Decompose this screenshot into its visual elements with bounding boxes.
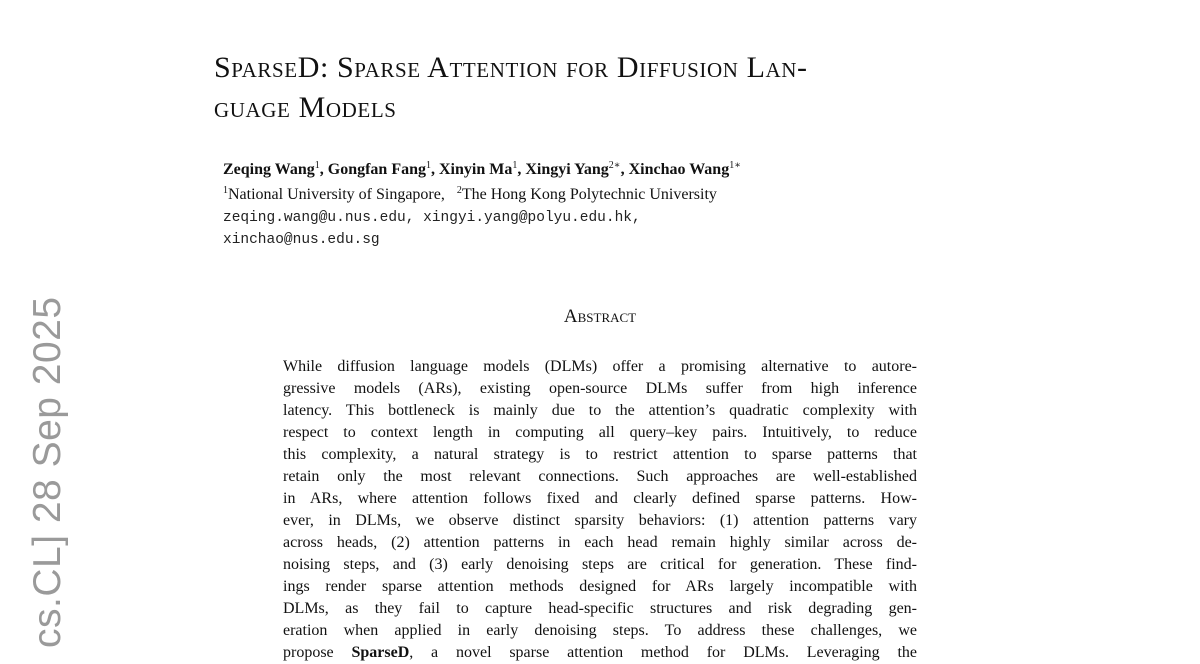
affiliation-mark: 2 (456, 185, 462, 196)
author-affiliation-mark: 1∗ (729, 160, 741, 171)
author-list: Zeqing Wang$^1$, Gongfan Fang$^1$, Xinyin Ma$^1$, Xingyi Yang$^{2∗}$, Xinchao Wang$^{1∗}$ (223, 160, 741, 178)
author-affiliation-mark: 1 (314, 160, 320, 171)
abstract-line: While diffusion language models (DLMs) offer a promising alternative to autore- (283, 358, 917, 375)
affiliation-name: The Hong Kong Polytechnic University (461, 186, 717, 203)
abstract-line: gressive models (ARs), existing open-source DLMs suffer from high inference (283, 380, 917, 397)
abstract-line: noising steps, and (3) early denoising steps are critical for generation. These find- (283, 556, 917, 573)
abstract-line: ings render sparse attention methods designed for ARs largely incompatible with (283, 578, 917, 595)
affiliations (223, 184, 717, 206)
email-line: zeqing.wang@u.nus.edu, xingyi.yang@polyu.edu.hk, (223, 210, 641, 226)
author-name: Gongfan Fang (327, 161, 426, 178)
author-affiliation-mark: 1 (426, 160, 431, 171)
abstract-line: retain only the most relevant connections. Such approaches are well-established (283, 468, 917, 485)
author-name: Zeqing Wang (223, 161, 315, 178)
arxiv-side-stamp: cs.CL] 28 Sep 2025 (26, 296, 69, 648)
title-line-1: SparseD: Sparse Attention for Diffusion Lan- (214, 51, 808, 84)
abstract-text: , a novel sparse attention method for DLMs. Leveraging the (409, 644, 917, 661)
abstract-line: respect to context length in computing all query–key pairs. Intuitively, to reduce (283, 424, 917, 441)
paper-title (214, 48, 1074, 128)
author-name: Xingyi Yang (525, 161, 609, 178)
abstract-line: this complexity, a natural strategy is to restrict attention to sparse patterns that (283, 446, 917, 463)
author-affiliation-mark: 2∗ (608, 160, 621, 171)
abstract-line: across heads, (2) attention patterns in each head remain highly similar across de- (283, 534, 917, 551)
affiliation-mark: 1 (223, 185, 228, 196)
title-line-2: guage Models (214, 91, 397, 124)
abstract-line: in ARs, where attention follows fixed and clearly defined sparse patterns. How- (283, 490, 917, 507)
email-line: xinchao@nus.edu.sg (223, 232, 380, 248)
abstract-heading: Abstract (563, 306, 637, 327)
method-name: SparseD (351, 644, 410, 661)
affiliation-name: National University of Singapore, (228, 186, 445, 203)
abstract-line: eration when applied in early denoising steps. To address these challenges, we (283, 622, 917, 639)
author-affiliation-mark: 1 (512, 160, 518, 171)
abstract-line-partial (283, 642, 917, 664)
author-name: Xinyin Ma (439, 161, 513, 178)
abstract-line: DLMs, as they fail to capture head-specific structures and risk degrading gen- (283, 600, 917, 617)
abstract-text: propose (283, 644, 352, 661)
author-name: Xinchao Wang (628, 161, 730, 178)
abstract-line: latency. This bottleneck is mainly due to the attention’s quadratic complexity with (283, 402, 917, 419)
abstract-body (283, 356, 917, 664)
abstract-line: ever, in DLMs, we observe distinct sparsity behaviors: (1) attention patterns vary (283, 512, 917, 529)
